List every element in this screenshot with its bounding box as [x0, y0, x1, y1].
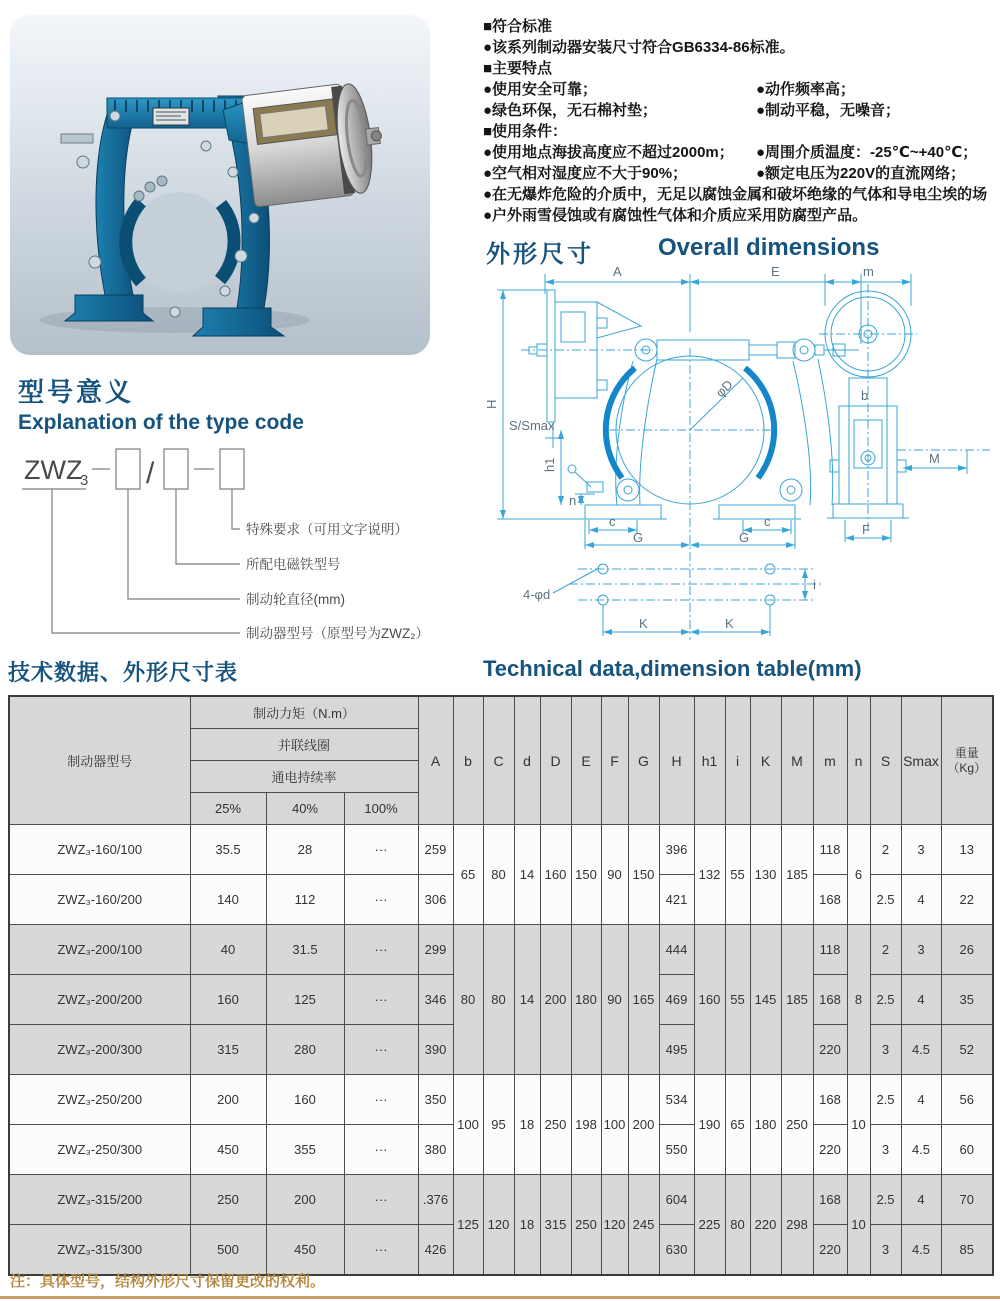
table-header-cell: K [750, 696, 781, 825]
table-cell: ZWZ₃-315/300 [9, 1225, 190, 1276]
table-header-cell: 制动力矩（N.m） [190, 696, 418, 729]
table-cell: 396 [659, 825, 694, 875]
table-cell: 4.5 [901, 1125, 941, 1175]
table-header-cell: 25% [190, 793, 266, 825]
table-cell: 245 [628, 1175, 659, 1276]
table-cell: 250 [190, 1175, 266, 1225]
table-cell: ··· [344, 975, 418, 1025]
dim-label-b: b [861, 388, 869, 403]
table-cell: 14 [514, 925, 540, 1075]
table-cell: 120 [601, 1175, 628, 1276]
table-cell: 220 [813, 1125, 847, 1175]
feature-text-left: ●空气相对湿度应不大于90%； [483, 165, 688, 182]
table-cell: 100 [453, 1075, 483, 1175]
table-cell: 315 [540, 1175, 571, 1276]
weight-label-line2: （Kg） [947, 760, 987, 775]
feature-row [483, 205, 997, 226]
table-cell: 220 [813, 1025, 847, 1075]
table-cell: 8 [847, 925, 870, 1075]
table-row [9, 1075, 993, 1125]
table-header-cell: d [514, 696, 540, 825]
table-cell: 18 [514, 1075, 540, 1175]
table-cell: 2.5 [870, 975, 901, 1025]
table-cell: ZWZ₃-160/200 [9, 875, 190, 925]
dimensions-title-zh: 外形尺寸 [486, 241, 594, 268]
feature-text-left: ●绿色环保，无石棉衬垫； [483, 102, 658, 119]
weight-label-line1: 重量 [954, 745, 979, 760]
dim-label-H: H [484, 399, 499, 409]
table-cell: 500 [190, 1225, 266, 1276]
table-cell: 3 [870, 1125, 901, 1175]
feature-text-left: ●使用地点海拔高度应不超过2000m； [483, 144, 734, 161]
table-cell: 95 [483, 1075, 514, 1175]
table-header-cell: F [601, 696, 628, 825]
table-cell: 80 [483, 925, 514, 1075]
table-cell: 160 [540, 825, 571, 925]
table-cell: 56 [941, 1075, 993, 1125]
table-cell: 35.5 [190, 825, 266, 875]
table-row [9, 1175, 993, 1225]
table-cell: 26 [941, 925, 993, 975]
feature-row [483, 163, 997, 184]
table-cell: 306 [418, 875, 453, 925]
table-cell: ··· [344, 1175, 418, 1225]
table-cell: 13 [941, 825, 993, 875]
table-cell: 100 [601, 1075, 628, 1175]
dim-label-G: G [633, 530, 644, 545]
table-cell: 6 [847, 825, 870, 925]
table-cell: 80 [725, 1175, 750, 1276]
table-cell: 346 [418, 975, 453, 1025]
table-cell: 65 [453, 825, 483, 925]
table-cell: 80 [453, 925, 483, 1075]
table-cell: 220 [750, 1175, 781, 1276]
feature-row [483, 184, 997, 205]
table-cell: ZWZ₃-160/100 [9, 825, 190, 875]
table-cell: 198 [571, 1075, 601, 1175]
table-cell: 10 [847, 1075, 870, 1175]
table-cell: 130 [750, 825, 781, 925]
dim-label-i: i [813, 577, 816, 592]
feature-text-right: ●额定电压为220V的直流网络； [756, 165, 966, 182]
feature-text-left: ■使用条件： [483, 123, 568, 140]
table-cell: 90 [601, 925, 628, 1075]
table-cell: 180 [571, 925, 601, 1075]
type-code-title-en: Explanation of the type code [18, 411, 304, 434]
table-cell: 112 [266, 875, 344, 925]
table-cell: 2 [870, 825, 901, 875]
table-cell: 450 [266, 1225, 344, 1276]
footer-divider [0, 1296, 1000, 1299]
table-cell: 220 [813, 1225, 847, 1276]
table-cell: 250 [781, 1075, 813, 1175]
table-cell: ZWZ₃-250/300 [9, 1125, 190, 1175]
table-row [9, 825, 993, 875]
table-cell: .376 [418, 1175, 453, 1225]
table-cell: 140 [190, 875, 266, 925]
table-cell: 534 [659, 1075, 694, 1125]
type-code-section [18, 372, 480, 658]
table-cell: 40 [190, 925, 266, 975]
dim-label-E: E [771, 264, 780, 279]
table-cell: 200 [266, 1175, 344, 1225]
table-cell: 2 [870, 925, 901, 975]
type-code-prefix-sub: 3 [80, 472, 89, 489]
table-cell: 469 [659, 975, 694, 1025]
dim-label-n: n [569, 493, 577, 508]
table-cell: ZWZ₃-200/200 [9, 975, 190, 1025]
feature-row [483, 100, 997, 121]
table-cell: 35 [941, 975, 993, 1025]
feature-text-left: ●该系列制动器安装尺寸符合GB6334-86标准。 [483, 39, 795, 56]
table-cell: ZWZ₃-200/100 [9, 925, 190, 975]
table-cell: 125 [453, 1175, 483, 1276]
table-header-cell: b [453, 696, 483, 825]
table-cell: 444 [659, 925, 694, 975]
table-cell: 31.5 [266, 925, 344, 975]
dimensions-drawing [483, 262, 1000, 654]
dim-label-h1: h1 [542, 457, 557, 472]
table-cell: 168 [813, 975, 847, 1025]
table-cell: 355 [266, 1125, 344, 1175]
table-cell: 3 [901, 925, 941, 975]
feature-text-right: ●制动平稳，无噪音； [756, 102, 901, 119]
table-title-zh: 技术数据、外形尺寸表 [8, 660, 239, 685]
table-cell: ··· [344, 1075, 418, 1125]
table-cell: 190 [694, 1075, 725, 1175]
table-cell: 3 [901, 825, 941, 875]
table-header-cell: H [659, 696, 694, 825]
table-cell: 350 [418, 1075, 453, 1125]
feature-text-left: ■符合标准 [483, 18, 553, 35]
table-header-cell: 100% [344, 793, 418, 825]
table-cell: ··· [344, 925, 418, 975]
table-header-cell: 40% [266, 793, 344, 825]
table-cell: ZWZ₃-315/200 [9, 1175, 190, 1225]
table-cell: 22 [941, 875, 993, 925]
table-header-cell: Smax [901, 696, 941, 825]
table-section-heading [8, 656, 992, 686]
table-cell: 55 [725, 825, 750, 925]
type-code-label-magnet: 所配电磁铁型号 [246, 557, 341, 572]
table-header-cell: M [781, 696, 813, 825]
table-cell: 550 [659, 1125, 694, 1175]
dimensions-section-heading [486, 234, 1000, 268]
feature-row [483, 121, 997, 142]
feature-row [483, 16, 997, 37]
table-header-cell: S [870, 696, 901, 825]
feature-text-left: ■主要特点 [483, 60, 553, 77]
table-cell: 168 [813, 1075, 847, 1125]
table-cell: 4 [901, 975, 941, 1025]
table-cell: 55 [725, 925, 750, 1075]
dim-label-F: F [862, 522, 870, 537]
footer-note: 注：具体型号，结构外形尺寸保留更改的权利。 [10, 1273, 326, 1290]
table-cell: 70 [941, 1175, 993, 1225]
table-cell: 495 [659, 1025, 694, 1075]
table-cell: 200 [628, 1075, 659, 1175]
table-cell: 200 [540, 925, 571, 1075]
table-cell: 4 [901, 1075, 941, 1125]
dim-label-A: A [613, 264, 622, 279]
table-cell: 390 [418, 1025, 453, 1075]
table-row [9, 925, 993, 975]
table-header-cell: 制动器型号 [9, 696, 190, 825]
table-cell: ··· [344, 825, 418, 875]
type-code-prefix: ZWZ [24, 455, 83, 485]
feature-row [483, 79, 997, 100]
table-title-en: Technical data,dimension table(mm) [483, 656, 862, 681]
table-cell: ··· [344, 1225, 418, 1276]
type-code-slash: / [146, 457, 155, 490]
table-cell: ZWZ₃-250/200 [9, 1075, 190, 1125]
dim-label-m: m [863, 264, 874, 279]
table-cell: 630 [659, 1225, 694, 1276]
table-cell: 3 [870, 1225, 901, 1276]
dim-label-G: G [739, 530, 750, 545]
table-header-cell: G [628, 696, 659, 825]
dim-label-M: M [929, 451, 940, 466]
type-code-label-wheel-diameter: 制动轮直径(mm) [246, 592, 345, 607]
table-cell: 10 [847, 1175, 870, 1276]
table-cell: ZWZ₃-200/300 [9, 1025, 190, 1075]
table-header-cell: 通电持续率 [190, 761, 418, 793]
table-cell: 160 [190, 975, 266, 1025]
feature-text-right: ●周围介质温度：-25℃~+40℃； [756, 144, 978, 161]
table-cell: 145 [750, 925, 781, 1075]
table-cell: 299 [418, 925, 453, 975]
table-cell: 150 [571, 825, 601, 925]
table-cell: 380 [418, 1125, 453, 1175]
dim-label-c: c [609, 514, 616, 529]
table-cell: 185 [781, 825, 813, 925]
technical-data-table [8, 695, 994, 1276]
table-cell: 80 [483, 825, 514, 925]
table-cell: 604 [659, 1175, 694, 1225]
table-cell: 28 [266, 825, 344, 875]
table-cell: 315 [190, 1025, 266, 1075]
feature-row [483, 142, 997, 163]
table-header-cell-weight [941, 696, 993, 825]
table-cell: 4.5 [901, 1225, 941, 1276]
table-cell: 259 [418, 825, 453, 875]
table-cell: 168 [813, 1175, 847, 1225]
table-cell: 90 [601, 825, 628, 925]
dim-label-c: c [764, 514, 771, 529]
table-cell: 2.5 [870, 1075, 901, 1125]
product-photo [10, 15, 430, 355]
feature-row [483, 58, 997, 79]
table-cell: 2.5 [870, 875, 901, 925]
table-cell: 165 [628, 925, 659, 1075]
table-cell: 118 [813, 825, 847, 875]
table-cell: 426 [418, 1225, 453, 1276]
table-cell: 132 [694, 825, 725, 925]
table-header-cell: C [483, 696, 514, 825]
table-cell: 118 [813, 925, 847, 975]
table-header-cell: n [847, 696, 870, 825]
table-cell: 180 [750, 1075, 781, 1175]
table-cell: 14 [514, 825, 540, 925]
table-cell: 250 [540, 1075, 571, 1175]
table-cell: 185 [781, 925, 813, 1075]
table-cell: 4.5 [901, 1025, 941, 1075]
feature-text-left: ●在无爆炸危险的介质中，无足以腐蚀金属和破坏绝缘的气体和导电尘埃的场 [483, 186, 988, 203]
table-cell: 421 [659, 875, 694, 925]
dim-label-K: K [639, 616, 648, 631]
feature-text-right: ●动作频率高； [756, 81, 856, 98]
table-cell: 60 [941, 1125, 993, 1175]
table-cell: 225 [694, 1175, 725, 1276]
table-cell: 3 [870, 1025, 901, 1075]
table-cell: ··· [344, 1025, 418, 1075]
table-cell: 168 [813, 875, 847, 925]
table-cell: 4 [901, 1175, 941, 1225]
table-header-cell: D [540, 696, 571, 825]
table-cell: 250 [571, 1175, 601, 1276]
table-cell: 4 [901, 875, 941, 925]
table-cell: 125 [266, 975, 344, 1025]
feature-row [483, 37, 997, 58]
table-cell: ··· [344, 875, 418, 925]
feature-list [483, 16, 997, 226]
table-cell: 160 [694, 925, 725, 1075]
feature-text-left: ●使用安全可靠； [483, 81, 598, 98]
table-header-cell: i [725, 696, 750, 825]
table-cell: 160 [266, 1075, 344, 1125]
dim-label-bolt: 4-φd [523, 587, 551, 602]
table-header-cell: E [571, 696, 601, 825]
type-code-title-zh: 型号意义 [18, 377, 135, 407]
table-cell: 150 [628, 825, 659, 925]
table-cell: 52 [941, 1025, 993, 1075]
type-code-diagram [18, 443, 478, 658]
dim-label-S: S/Smax [509, 418, 555, 433]
table-cell: ··· [344, 1125, 418, 1175]
table-cell: 2.5 [870, 1175, 901, 1225]
table-header-cell: 并联线圈 [190, 729, 418, 761]
dim-label-D: φD [712, 376, 736, 401]
table-cell: 298 [781, 1175, 813, 1276]
table-header-cell: h1 [694, 696, 725, 825]
table-cell: 18 [514, 1175, 540, 1276]
type-code-label-brake-model: 制动器型号（原型号为ZWZ₂） [246, 626, 429, 641]
table-cell: 450 [190, 1125, 266, 1175]
dim-label-K: K [725, 616, 734, 631]
table-cell: 85 [941, 1225, 993, 1276]
dimensions-title-en: Overall dimensions [658, 234, 880, 261]
table-cell: 65 [725, 1075, 750, 1175]
table-cell: 120 [483, 1175, 514, 1276]
table-header-cell: A [418, 696, 453, 825]
table-cell: 200 [190, 1075, 266, 1125]
table-header-cell: m [813, 696, 847, 825]
type-code-label-special: 特殊要求（可用文字说明） [246, 522, 408, 537]
feature-text-left: ●户外雨雪侵蚀或有腐蚀性气体和介质应采用防腐型产品。 [483, 207, 868, 224]
table-header-row [9, 696, 993, 729]
table-cell: 280 [266, 1025, 344, 1075]
